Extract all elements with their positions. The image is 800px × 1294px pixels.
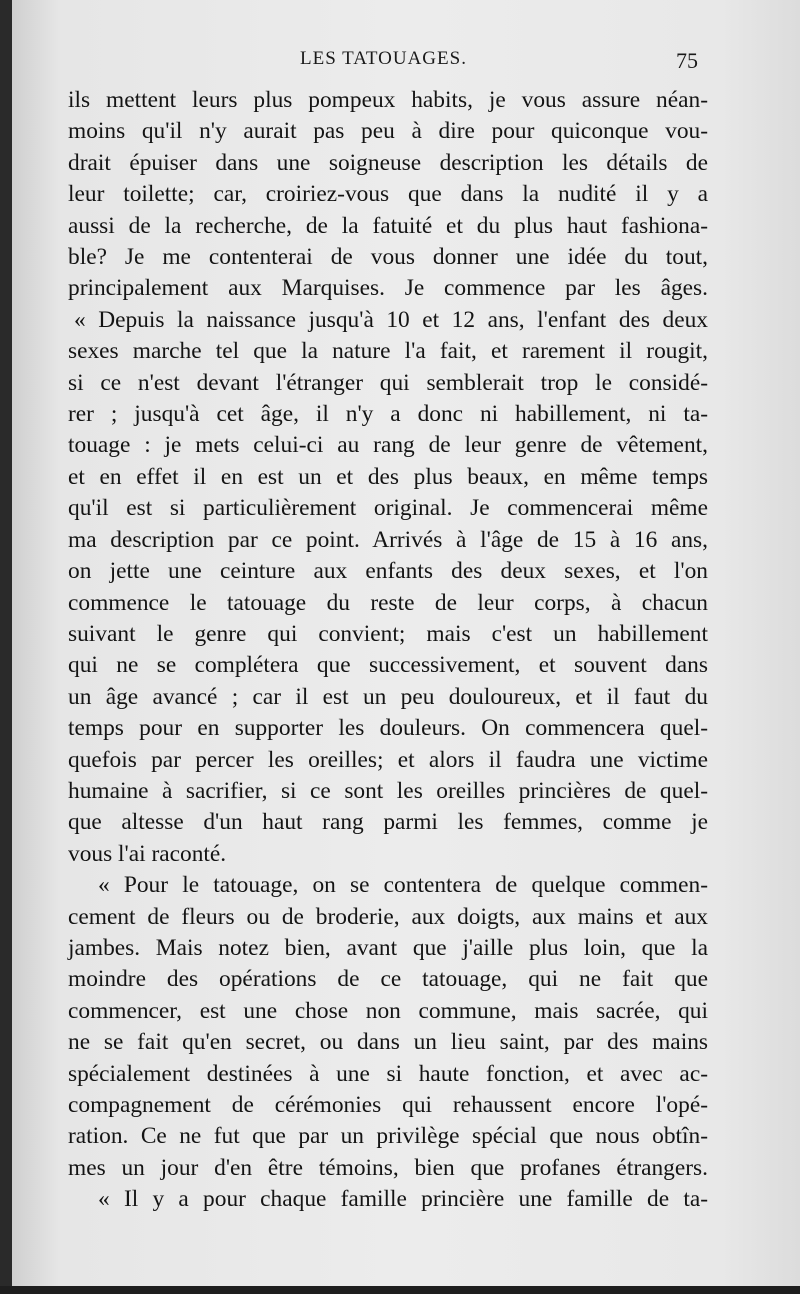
text-line: ils mettent leurs plus pompeux habits, je vous assure néan- xyxy=(68,87,708,113)
text-line: aussi de la recherche, de la fatuité et du plus haut fashiona- xyxy=(68,212,708,239)
text-line: moins qu'il n'y aurait pas peu à dire pour quiconque vou- xyxy=(68,118,708,145)
text-line: si ce n'est devant l'étranger qui semblerait trop le considé- xyxy=(68,369,708,396)
text-line: vous l'ai raconté. xyxy=(68,840,227,867)
text-line: rer ; jusqu'à cet âge, il n'y a donc ni habillement, ni ta- xyxy=(68,401,708,428)
paragraph xyxy=(68,1184,708,1215)
text-line: principalement aux Marquises. Je commence par les âges. xyxy=(68,275,708,302)
text-line: « Il y a pour chaque famille princière une famille de ta- xyxy=(98,1186,708,1213)
text-line: temps pour en supporter les douleurs. On commencera quel- xyxy=(68,715,708,742)
page-header xyxy=(12,48,800,78)
scan-edge xyxy=(0,1286,800,1294)
text-line: qu'il est si particulièrement original. Je commencerai même xyxy=(68,495,708,522)
text-line: mes un jour d'en être témoins, bien que profanes étrangers. xyxy=(68,1154,708,1181)
book-page xyxy=(12,0,800,1286)
text-line: que altesse d'un haut rang parmi les femmes, comme je xyxy=(68,809,708,836)
page-number: 75 xyxy=(676,48,698,73)
text-line: ma description par ce point. Arrivés à l'âge de 15 à 16 ans, xyxy=(68,526,708,553)
text-line: drait épuiser dans une soigneuse description les détails de xyxy=(68,149,708,176)
text-line: ne se fait qu'en secret, ou dans un lieu saint, par des mains xyxy=(68,1029,708,1056)
paragraph xyxy=(68,305,708,870)
text-line: commencer, est une chose non commune, mais sacrée, qui xyxy=(68,997,708,1024)
paragraph xyxy=(68,85,708,305)
text-line: ble? Je me contenterai de vous donner une idée du tout, xyxy=(68,244,708,271)
text-line: suivant le genre qui convient; mais c'est un habillement xyxy=(68,620,708,647)
text-line: leur toilette; car, croiriez-vous que dans la nudité il y a xyxy=(68,181,708,208)
text-line: un âge avancé ; car il est un peu douloureux, et il faut du xyxy=(68,683,708,710)
text-line: quefois par percer les oreilles; et alors il faudra une victime xyxy=(68,746,708,773)
page-body xyxy=(68,85,708,1216)
running-title: LES TATOUAGES. xyxy=(300,48,467,69)
text-line: humaine à sacrifier, si ce sont les oreilles princières de quel- xyxy=(68,777,708,804)
text-line: commence le tatouage du reste de leur corps, à chacun xyxy=(68,589,708,616)
text-line: « Depuis la naissance jusqu'à 10 et 12 ans, l'enfant des deux xyxy=(74,306,708,333)
text-line: cement de fleurs ou de broderie, aux doigts, aux mains et aux xyxy=(68,903,708,930)
text-line: touage : je mets celui-ci au rang de leur genre de vêtement, xyxy=(68,432,708,459)
text-line: sexes marche tel que la nature l'a fait, et rarement il rougit, xyxy=(68,338,708,365)
text-line: compagnement de cérémonies qui rehaussent encore l'opé- xyxy=(68,1092,708,1118)
text-line: on jette une ceinture aux enfants des deux sexes, et l'on xyxy=(68,558,708,585)
text-line: spécialement destinées à une si haute fonction, et avec ac- xyxy=(68,1060,708,1087)
text-line: ration. Ce ne fut que par un privilège spécial que nous obtîn- xyxy=(68,1123,708,1150)
text-line: et en effet il en est un et des plus beaux, en même temps xyxy=(68,463,708,490)
text-line: moindre des opérations de ce tatouage, qui ne fait que xyxy=(68,966,708,993)
text-line: « Pour le tatouage, on se contentera de quelque commen- xyxy=(98,872,708,899)
paragraph xyxy=(68,870,708,1184)
text-line: qui ne se complétera que successivement, et souvent dans xyxy=(68,652,708,679)
text-line: jambes. Mais notez bien, avant que j'aille plus loin, que la xyxy=(68,934,708,961)
